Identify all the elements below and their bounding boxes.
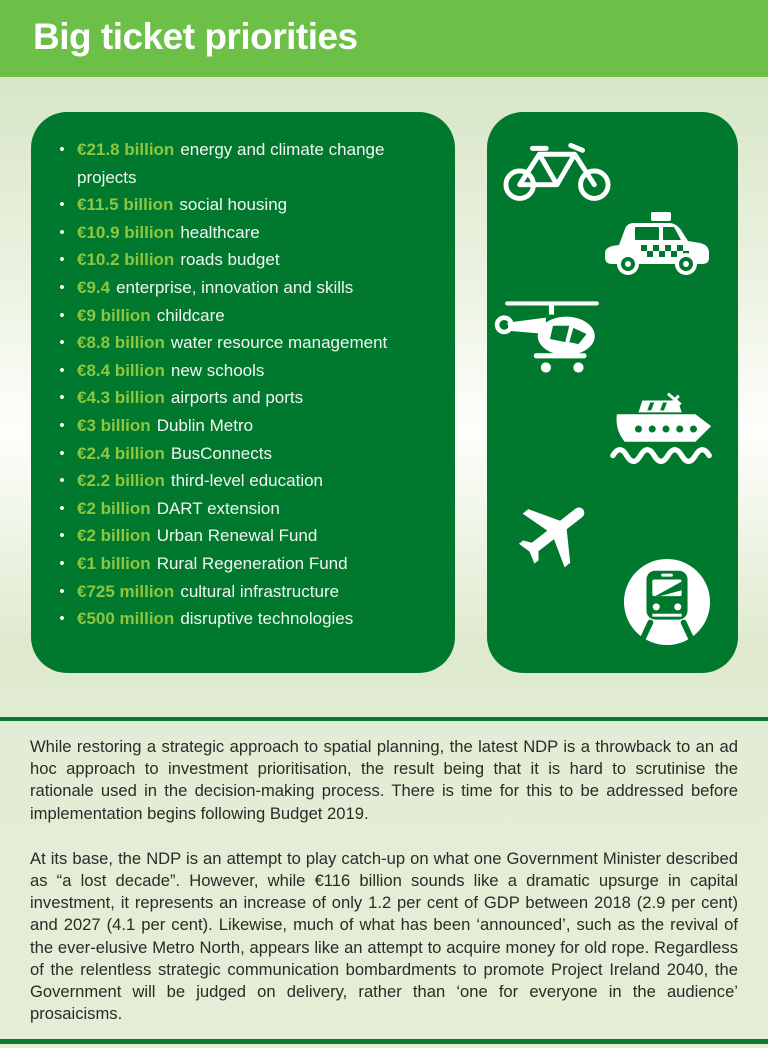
bicycle-icon (503, 132, 611, 204)
list-item (47, 412, 439, 440)
item-label: childcare (156, 305, 225, 325)
item-amount: €4.3 billion (77, 388, 165, 408)
item-amount: €11.5 billion (77, 195, 174, 215)
item-amount: €8.8 billion (77, 333, 165, 353)
bullet-icon: • (59, 416, 65, 434)
bullet-icon: • (59, 141, 65, 158)
bullet-icon: • (59, 527, 65, 545)
bullet-icon: • (59, 361, 65, 379)
item-amount: €10.9 billion (77, 222, 175, 242)
item-amount: €1 billion (77, 553, 151, 573)
metro-icon (623, 558, 711, 646)
item-label: Dublin Metro (156, 415, 254, 435)
item-label: new schools (170, 360, 265, 380)
bullet-icon: • (59, 610, 65, 628)
item-label: cultural infrastructure (180, 581, 340, 601)
bullet-icon: • (59, 278, 65, 296)
item-amount: €21.8 billion (77, 140, 175, 159)
taxi-icon (601, 210, 713, 278)
page-title: Big ticket priorities (33, 15, 358, 57)
list-item (47, 191, 439, 219)
divider-top (0, 717, 768, 721)
item-label: Rural Regeneration Fund (156, 553, 348, 573)
item-label: energy and climate change projects (77, 140, 385, 187)
list-item (47, 274, 439, 302)
item-label: water resource management (170, 333, 388, 353)
transport-icons-panel (487, 112, 738, 673)
paragraph-1: While restoring a strategic approach to spatial planning, the latest NDP is a throwback to an ad hoc approach to investment prioritisation, the result being that it is hard to scrutinise the rationale used in the decision-making process. There is time for this to be addressed before implementation begins following Budget 2019. (30, 737, 738, 823)
item-amount: €3 billion (77, 415, 151, 435)
priorities-list (31, 112, 455, 633)
item-amount: €10.2 billion (77, 250, 175, 270)
item-label: Urban Renewal Fund (156, 526, 318, 546)
bullet-icon: • (59, 389, 65, 407)
item-amount: €9.4 (77, 277, 111, 297)
list-item (47, 605, 439, 633)
airplane-icon (497, 490, 615, 576)
bullet-icon: • (59, 499, 65, 517)
ship-icon (609, 392, 719, 468)
item-amount: €500 million (77, 609, 175, 629)
list-item (47, 329, 439, 357)
item-label: social housing (179, 195, 288, 215)
bullet-icon: • (59, 306, 65, 324)
item-amount: €8.4 billion (77, 360, 165, 380)
bullet-icon: • (59, 472, 65, 490)
list-item (47, 522, 439, 550)
item-label: disruptive technologies (180, 609, 354, 629)
list-item (47, 495, 439, 523)
page-header (0, 0, 768, 77)
list-item (47, 384, 439, 412)
list-item (47, 219, 439, 247)
item-amount: €9 billion (77, 305, 151, 325)
item-label: airports and ports (170, 388, 304, 408)
item-amount: €2.2 billion (77, 471, 165, 491)
item-amount: €2 billion (77, 526, 151, 546)
list-item (47, 136, 439, 191)
list-item (47, 467, 439, 495)
paragraph-2: At its base, the NDP is an attempt to play catch-up on what one Government Minister described as “a lost decade”. However, while €116 billion sounds like a dramatic upsurge in capital investment, it represents an increase of only 1.2 per cent of GDP between 2018 (2.9 per cent) and 2027 (4.1 per cent). Likewise, much of what has been ‘announced’, such as the revival of the ever-elusive Metro North, appears like an attempt to acquire money for old rope. Regardless of the relentless strategic communication bombardments to promote Project Ireland 2040, the Government will be judged on delivery, rather than ‘one for everyone in the audience’ prosaicisms. (30, 848, 738, 1024)
item-label: healthcare (180, 222, 260, 242)
item-label: enterprise, innovation and skills (116, 277, 354, 297)
item-amount: €2.4 billion (77, 443, 165, 463)
item-amount: €2 billion (77, 498, 151, 518)
bullet-icon: • (59, 334, 65, 352)
item-label: third-level education (170, 471, 324, 491)
bullet-icon: • (59, 444, 65, 462)
item-label: DART extension (156, 498, 280, 518)
list-item (47, 302, 439, 330)
list-item (47, 550, 439, 578)
bullet-icon: • (59, 554, 65, 572)
bullet-icon: • (59, 223, 65, 241)
bullet-icon: • (59, 251, 65, 269)
list-item (47, 578, 439, 606)
item-label: BusConnects (170, 443, 272, 463)
item-label: roads budget (180, 250, 280, 270)
body-text (30, 736, 738, 1048)
list-item (47, 357, 439, 385)
priorities-panel (31, 112, 455, 673)
bullet-icon: • (59, 582, 65, 600)
divider-bottom (0, 1039, 768, 1044)
list-item (47, 246, 439, 274)
helicopter-icon (493, 296, 611, 378)
item-amount: €725 million (77, 581, 175, 601)
list-item (47, 440, 439, 468)
bullet-icon: • (59, 196, 65, 214)
